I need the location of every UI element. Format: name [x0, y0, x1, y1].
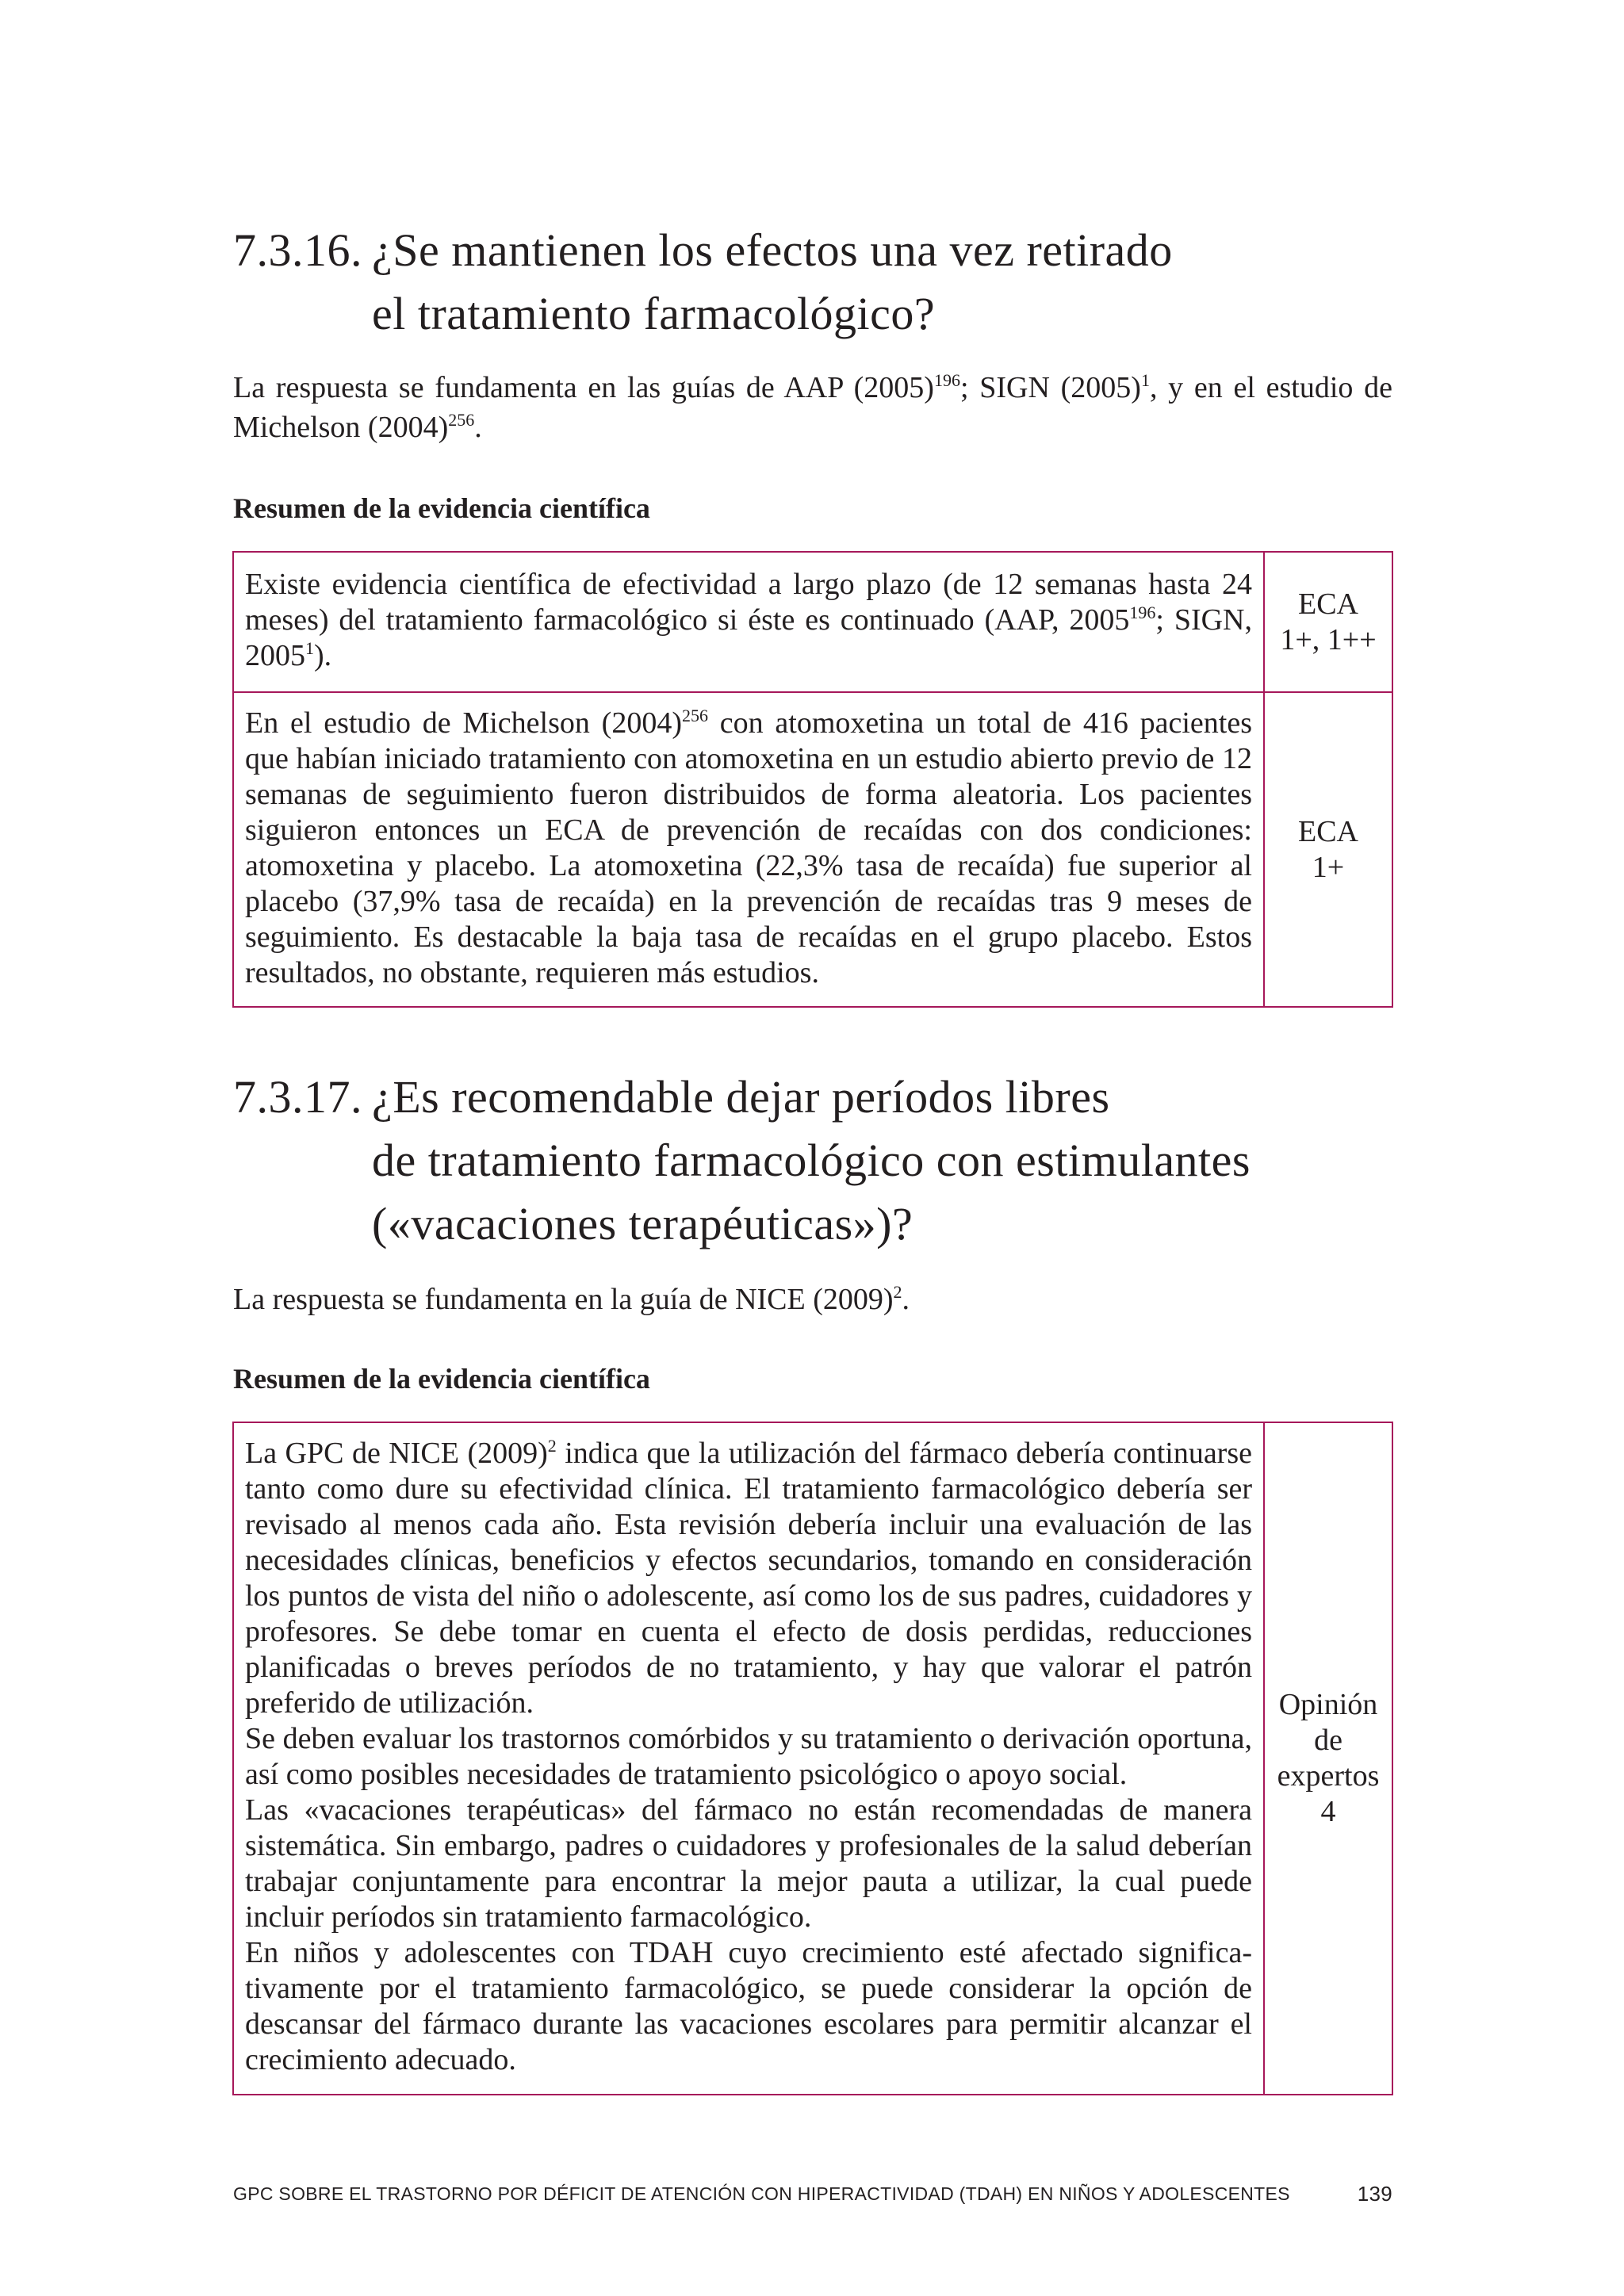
evidence-summary-heading: Resumen de la evidencia científica — [233, 1363, 650, 1395]
section-title-line-1: ¿Es recomendable dejar períodos libres — [372, 1071, 1110, 1123]
evidence-paragraph: Las «vacaciones terapéuticas» del fármaco no están recomendadas de manera sistemática. Sin embargo, padres o cuidadores y profesionales de la salud deberían trabajar conjuntamente para encontrar la mejor pauta a utilizar, la cual puede incluir períodos sin tratamiento farmacológico. — [245, 1793, 1252, 1934]
running-title: GPC SOBRE EL TRASTORNO POR DÉFICIT DE ATENCIÓN CON HIPERACTIVIDAD (TDAH) EN NIÑOS Y ADOLESCENTES — [233, 2183, 1290, 2204]
section-intro: La respuesta se fundamenta en la guía de NICE $(2009)^2$. — [233, 1282, 910, 1316]
evidence-paragraph: Se deben evaluar los trastornos comórbidos y su tratamiento o derivación oportuna, así como posibles necesidades de tratamiento psicológico o apoyo social. — [245, 1722, 1252, 1791]
section-title-line-2: de tratamiento farmacológico con estimulantes — [372, 1135, 1251, 1186]
evidence-level: ECA 1+, 1++ — [1264, 552, 1392, 692]
reference-superscript: 196 — [1129, 603, 1156, 622]
page-footer — [233, 2183, 1392, 2205]
reference-superscript: 1 — [1140, 370, 1150, 390]
evidence-row — [233, 1422, 1392, 2095]
reference-superscript: 256 — [681, 705, 708, 725]
evidence-paragraph: La GPC de NICE $(2009)^2$ indica que la utilización del fármaco debería continuarse tanto como dure su efectividad clínica. El tratamiento farmacológico debería ser revisado al menos cada año. Esta revisión debería incluir una evaluación de las necesidades clínicas, beneficios y efectos secundarios, tomando en consideración los puntos de vista del niño o adolescente, así como los de sus padres, cuidadores y profesores. Se debe tomar en cuenta el efecto de dosis perdidas, reducciones planificadas o breves períodos de no tratamiento, y hay que valorar el patrón preferido de utilización. — [245, 1436, 1252, 1720]
section-number: 7.3.17. — [233, 1071, 362, 1123]
reference-superscript: 2 — [547, 1436, 557, 1456]
evidence-row — [233, 692, 1392, 1007]
reference-superscript: 196 — [933, 370, 960, 390]
page-number: 139 — [1357, 2182, 1392, 2206]
evidence-text: Existe evidencia científica de efectividad a largo plazo (de 12 semanas hasta 24 meses) del tratamiento farmacológico si éste es continuado (AAP, 2005$^{196}$; SIGN, 2005$^1$). — [233, 552, 1264, 692]
evidence-row — [233, 552, 1392, 692]
evidence-summary-heading: Resumen de la evidencia científica — [233, 492, 650, 524]
section-intro: La respuesta se fundamenta en las guías de AAP $(2005)^{196}$; SIGN $(2005)^1$, y en el estudio de Michelson $(2004)^{256}$. — [233, 370, 1392, 444]
reference-superscript: 2 — [893, 1282, 902, 1302]
section-title-line-2: el tratamiento farmacológico? — [372, 288, 936, 339]
reference-superscript: 256 — [448, 410, 475, 430]
evidence-text — [233, 1422, 1264, 2095]
evidence-paragraph: En niños y adolescentes con TDAH cuyo crecimiento esté afectado significativamente por el tratamiento farmacológico, se puede considerar la opción de descansar del fármaco durante las vacaciones escolares para permitir alcanzar el crecimiento adecuado. — [245, 1936, 1252, 2076]
evidence-table — [232, 551, 1393, 1008]
reference-superscript: 1 — [305, 638, 314, 658]
section-title-line-3: («vacaciones terapéuticas»)? — [372, 1198, 914, 1249]
evidence-text: En el estudio de Michelson $(2004)^{256}$ con atomoxetina un total de 416 pacientes que habían iniciado tratamiento con atomoxetina en un estudio abierto previo de 12 semanas de seguimiento fueron distribuidos de forma aleatoria. Los pacientes siguieron entonces un ECA de prevención de recaídas con dos condiciones: atomoxetina y placebo. La atomoxetina (22,3% tasa de recaída) fue superior al placebo (37,9% tasa de recaída) en la prevención de recaídas tras 9 meses de seguimiento. Es destacable la baja tasa de recaídas en el grupo placebo. Estos resultados, no obstante, requieren más estudios. — [233, 692, 1264, 1007]
section-title-line-1: ¿Se mantienen los efectos una vez retirado — [372, 224, 1173, 276]
section-heading-7-3-17 — [233, 1066, 1251, 1256]
evidence-level: ECA 1+ — [1264, 692, 1392, 1007]
evidence-table — [232, 1422, 1393, 2095]
section-number: 7.3.16. — [233, 224, 362, 276]
section-heading-7-3-16 — [233, 219, 1173, 346]
evidence-level: Opinión de expertos 4 — [1264, 1422, 1392, 2095]
